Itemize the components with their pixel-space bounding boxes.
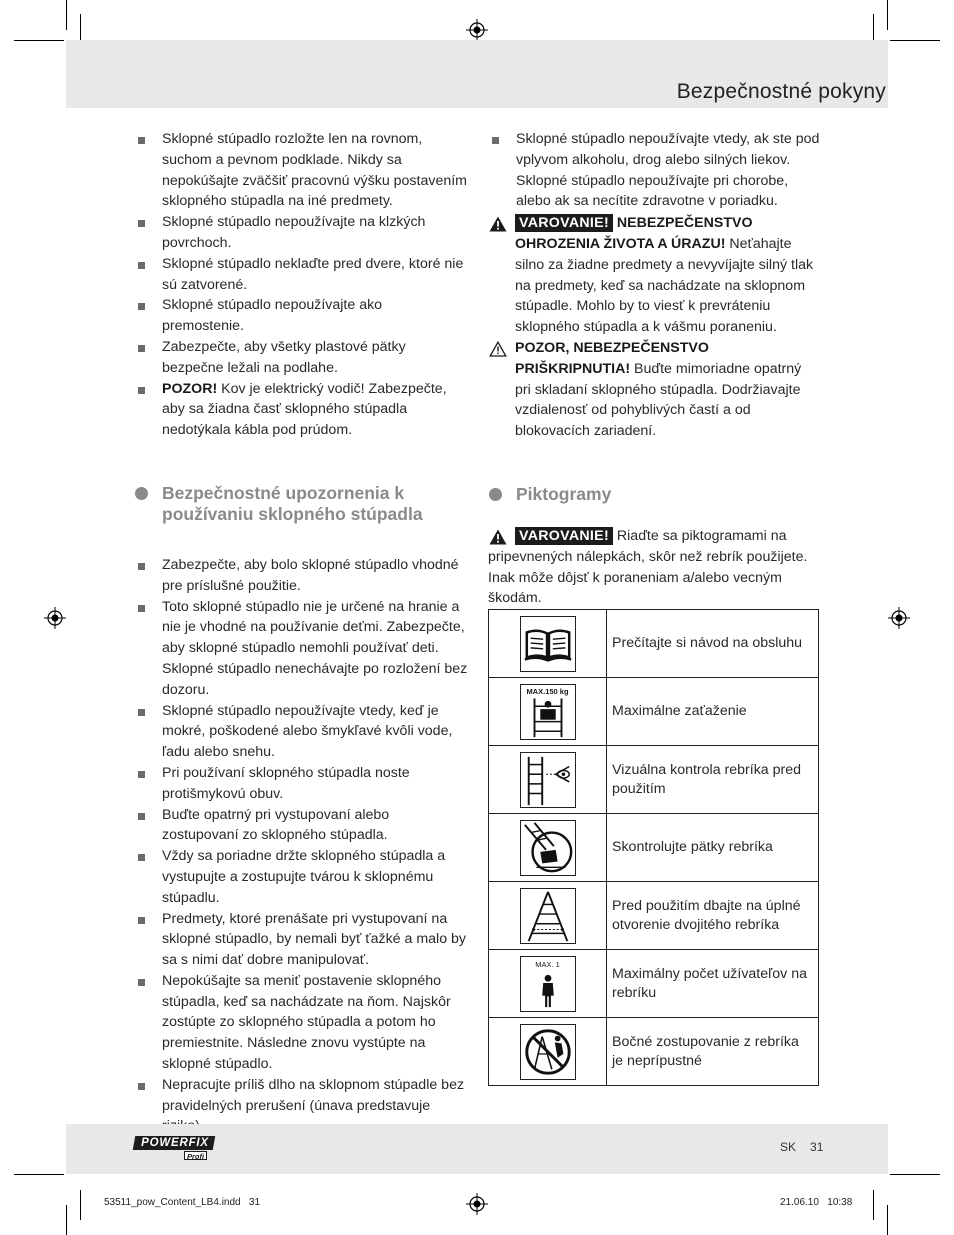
brand-logo [134,1136,214,1160]
file-slug: 53511_pow_Content_LB4.indd 31 [104,1197,261,1208]
left-column [134,129,468,1137]
pictogram-label: Vizuálna kontrola rebríka pred použitím [607,746,819,814]
table-row [489,1018,819,1086]
crop-mark [873,1190,874,1220]
table-row [489,746,819,814]
square-bullet-icon [138,709,145,716]
square-bullet-icon [138,563,145,570]
warning-block: VAROVANIE! Riaďte sa piktogramami na pripevnených nálepkách, skôr než rebrík použijete. Inak môže dôjsť k poraneniam a/alebo vecným škodám. [488,527,808,607]
warning-badge: VAROVANIE! [515,214,613,232]
table-row [489,882,819,950]
square-bullet-icon [492,137,499,144]
fully-open-ladder-icon [520,888,576,944]
crop-mark [890,40,940,41]
warning-triangle-icon [489,216,507,232]
crop-mark [887,1205,888,1235]
crop-mark [66,1205,67,1235]
crop-mark [14,40,64,41]
no-side-dismount-icon [520,1024,576,1080]
caution-block: POZOR, NEBEZPEČENSTVO PRIŠKRIPNUTIA! Buďte mimoriadne opatrný pri skladaní sklopného stúpadla. Dodržiavajte vzdialenosť od pohyblivých častí a od blokovacích zariadení. [488,338,820,442]
crop-mark [66,0,67,30]
bullet-dot-icon [135,487,148,500]
pictogram-label: Maximálny počet užívateľov na rebríku [607,950,819,1018]
table-row [489,950,819,1018]
manual-book-icon [520,616,576,672]
crop-mark [14,1174,64,1175]
ladder-feet-icon [520,820,576,876]
caution-triangle-icon [489,341,507,357]
square-bullet-icon [138,220,145,227]
square-bullet-icon [138,979,145,986]
table-row [489,610,819,678]
max-users-icon [520,956,576,1012]
page-title: Bezpečnostné pokyny [676,80,886,103]
list-item: Zabezpečte, aby všetky plastové pätky bezpečne ležali na podlahe. [134,337,468,379]
date-slug: 21.06.10 10:38 [780,1197,853,1208]
list-item: POZOR! Kov je elektrický vodič! Zabezpečte, aby sa žiadna časť sklopného stúpadla nedotýkala kábla pod prúdom. [134,379,468,441]
square-bullet-icon [138,303,145,310]
list-item: Vždy sa poriadne držte sklopného stúpadla a vystupujte a zostupujte tvárou k sklopnému stúpadlu. [134,846,468,908]
table-row [489,814,819,882]
page-reference [780,1140,823,1154]
list-item: Pri používaní sklopného stúpadla noste protišmykovú obuv. [134,763,468,805]
square-bullet-icon [138,605,145,612]
table-row [489,678,819,746]
section-heading: Bezpečnostné upozornenia k používaniu sklopného stúpadla [134,483,468,525]
logo-sub: Profi [184,1151,207,1160]
crop-mark [887,0,888,30]
right-column [488,129,820,609]
list-item: Nepokúšajte sa meniť postavenie sklopného stúpadla, keď sa nachádzate na ňom. Najskôr zostúpte zo sklopného stúpadla a potom ho premiestnite. Následne znovu vystúpte na sklopné stúpadlo. [134,971,468,1075]
registration-mark-icon [44,607,66,629]
square-bullet-icon [138,1083,145,1090]
list-item: Nepracujte príliš dlho na sklopnom stúpadle bez pravidelných prerušení (únava predstavuje [134,1075,468,1137]
registration-mark-icon [466,19,488,41]
pozor-label: POZOR! [162,380,218,397]
bullet-dot-icon [489,488,502,501]
crop-mark [890,1174,940,1175]
square-bullet-icon [138,813,145,820]
list-item: Sklopné stúpadlo rozložte len na rovnom, suchom a pevnom podklade. Nikdy sa nepokúšajte zväčšiť pracovnú výšku postavením sklopného stúpadla na iné predmety. [134,129,468,212]
warning-badge: VAROVANIE! [515,527,613,545]
pictogram-label: Skontrolujte pätky rebríka [607,814,819,882]
list-item: Predmety, ktoré prenášate pri vystupovaní na sklopné stúpadlo, by nemali byť ťažké a malo by sa s nimi dať dobre manipulovať. [134,909,468,971]
crop-mark [80,1190,81,1220]
list-item: Sklopné stúpadlo neklaďte pred dvere, ktoré nie sú zatvorené. [134,254,468,296]
list-item: Sklopné stúpadlo nepoužívajte ako premostenie. [134,295,468,337]
warning-triangle-icon [489,529,507,545]
pictogram-label: Bočné zostupovanie z rebríka je neprípustné [607,1018,819,1086]
max-load-icon [520,684,576,740]
pictogram-icon-text: MAX. 1 [535,959,560,969]
list-item: Sklopné stúpadlo nepoužívajte vtedy, keď je mokré, poškodené alebo šmykľavé kvôli vode, ľadu alebo snehu. [134,701,468,763]
square-bullet-icon [138,262,145,269]
pictogram-label: Pred použitím dbajte na úplné otvorenie dvojitého rebríka [607,882,819,950]
pictogram-icon-text: MAX.150 kg [526,686,569,696]
square-bullet-icon [138,345,145,352]
warning-block: VAROVANIE! NEBEZPEČENSTVO OHROZENIA ŽIVOTA A ÚRAZU! Neťahajte silno za žiadne predmety a nevyvíjajte silný tlak na predmety, keď sa nachádzate na sklopnom stúpadle. Mohlo by to viesť k prevráteniu sklopného stúpadla a k vášmu poraneniu. [488,213,820,338]
list-item: Buďte opatrný pri vystupovaní alebo zostupovaní zo sklopného stúpadla. [134,805,468,847]
pictogram-label: Maximálne zaťaženie [607,678,819,746]
list-item: Sklopné stúpadlo nepoužívajte na klzkých povrchoch. [134,212,468,254]
logo-text: POWERFIX [141,1137,209,1149]
square-bullet-icon [138,137,145,144]
bullet-list [488,129,820,212]
square-bullet-icon [138,917,145,924]
registration-mark-icon [888,607,910,629]
visual-inspection-icon [520,752,576,808]
language-code: SK [780,1140,797,1154]
pictogram-label: Prečítajte si návod na obsluhu [607,610,819,678]
page-number: 31 [810,1140,824,1154]
list-item: Toto sklopné stúpadlo nie je určené na hranie a nie je vhodné na používanie deťmi. Zabezpečte, aby sklopné stúpadlo nemohli používať deti. Sklopné stúpadlo nenechávajte po rozložení bez dozoru. [134,597,468,701]
bullet-list [134,555,468,1137]
square-bullet-icon [138,854,145,861]
registration-mark-icon [466,1193,488,1215]
square-bullet-icon [138,771,145,778]
pictogram-table [488,609,819,1086]
square-bullet-icon [138,387,145,394]
list-item: Zabezpečte, aby bolo sklopné stúpadlo vhodné pre príslušné použitie. [134,555,468,597]
list-item: Sklopné stúpadlo nepoužívajte vtedy, ak ste pod vplyvom alkoholu, drog alebo silných liekov. Sklopné stúpadlo nepoužívajte pri chorobe, alebo ak sa necítite zdravotne v poriadku. [488,129,820,212]
bullet-list [134,129,468,441]
section-heading: Piktogramy [488,484,820,505]
